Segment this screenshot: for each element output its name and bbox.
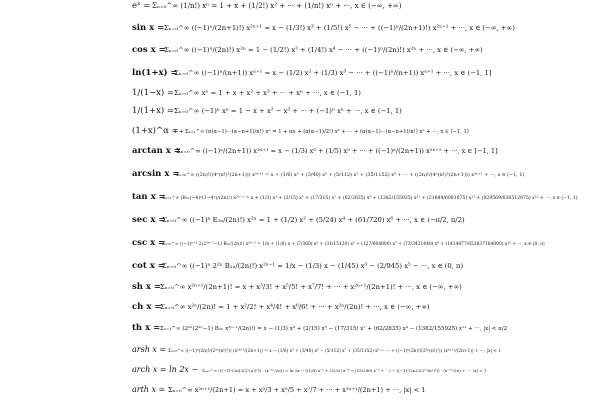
formula-arch-rhs: Σₙ₌₁^∞ (((−1)ⁿ(2n)!/(2ⁿ(n!)²)) · (x⁻²ⁿ/2n)) = ln 2x − ((1/4) x⁻² + (3/32) x⁻⁴ + (15/288) x⁻⁶ + ···) − ((−1)ⁿ(2n)!/(2²ⁿ(n!)²)) · (x⁻²ⁿ/2n) + ···, |x| > 1 — [202, 368, 487, 373]
formula-binomial-rhs: 1 + Σₙ₌₁^∞ (α(α−1)···(α−n+1)/n!) xⁿ = 1 + αx + (α(α−1)/2!) x² + ··· + (α(α−1)···(α−n+1)/n!) xⁿ + ···, x ∈ (−1, 1) — [174, 129, 469, 135]
formula-arctan-lhs: arctan x = — [132, 146, 181, 156]
formula-arth-rhs: Σₙ₌₀^∞ x²ⁿ⁺¹/(2n+1) = x + x³/3 + x⁵/5 + x⁷/7 + ··· + x²ⁿ⁺¹/(2n+1) + ···, |x| < 1 — [168, 386, 426, 394]
formula-arsh-rhs: Σₙ₌₀^∞ ((−1)ⁿ(2n)!/(2²ⁿ(n!)²)) (x²ⁿ⁺¹/(2n+1)) = x − (1/6) x³ + (3/40) x⁵ − (5/112) x⁷ + (35/1152) x⁹ − ··· + ((−1)ⁿ(2n)!/(2²ⁿ(n!)²)) (x²ⁿ⁺¹/(2n+1)) + ···, |x| < 1 — [168, 349, 502, 354]
formula-ch-rhs: Σₙ₌₀^∞ x²ⁿ/(2n)! = 1 + x²/2! + x⁴/4! + x⁶/6! + ··· + x²ⁿ/(2n)! + ···, x ∈ (−∞, +∞) — [160, 303, 430, 311]
formula-tan-rhs: Σₙ₌₁^∞ (B₂ₙ(−4)ⁿ(1−4ⁿ)/(2n)!) x²ⁿ⁻¹ = x + (1/3) x³ + (2/15) x⁵ + (17/315) x⁷ + (62/2835) x⁹ + (1382/155925) x¹¹ + (21844/6081075) x¹³ + (929569/638512875) x¹⁵ + ···, x ∈ (−1, 1) — [162, 196, 578, 201]
formula-geometric-1-lhs: 1/(1−x) = — [132, 88, 175, 98]
formula-cot — [132, 261, 464, 271]
formula-geometric-2-rhs: Σₙ₌₀^∞ (−1)ⁿ xⁿ = 1 − x + x² − x³ + ··· + (−1)ⁿ xⁿ + ···, x ∈ (−1, 1) — [174, 107, 402, 115]
formula-exp-rhs: Σₙ₌₀^∞ (1/n!) xⁿ = 1 + x + (1/2!) x² + ··· + (1/n!) xⁿ + ···, x ∈ (−∞, +∞) — [152, 2, 402, 10]
formula-arcsin-lhs: arcsin x = — [132, 169, 180, 179]
formula-csc — [132, 238, 545, 248]
formula-exp — [132, 1, 402, 11]
formula-arth — [132, 385, 425, 394]
formula-cos-lhs: cos x = — [132, 45, 166, 55]
formula-cos — [132, 45, 483, 55]
formula-arctan — [132, 146, 498, 156]
formula-sin-rhs: Σₙ₌₀^∞ ((−1)ⁿ/(2n+1)!) x²ⁿ⁺¹ = x − (1/3!) x³ + (1/5!) x⁵ − ··· + ((−1)ⁿ/(2n+1)!) x²ⁿ⁺¹ + ···, x ∈ (−∞, +∞) — [164, 24, 515, 32]
formula-cot-lhs: cot x = — [132, 261, 165, 271]
formula-ch-lhs: ch x = — [132, 302, 162, 312]
formula-sh-lhs: sh x = — [132, 282, 162, 292]
formula-ln — [132, 67, 492, 78]
formula-binomial-lhs: (1+x)^α = — [132, 126, 179, 136]
formula-th-rhs: Σₙ₌₁^∞ (2²ⁿ(2²ⁿ−1) B₂ₙ x²ⁿ⁻¹/(2n)!) = x − (1/3) x³ + (2/15) x⁵ − (17/315) x⁷ + (62/2835) x⁹ − (1382/155925) x¹¹ + ···, |x| < π/2 — [160, 326, 508, 332]
formula-sin-lhs: sin x = — [132, 23, 165, 33]
formula-cot-rhs: Σₙ₌₀^∞ ((−1)ⁿ 2²ⁿ B₂ₙ/(2n)!) x²ⁿ⁻¹ = 1/x − (1/3) x − (1/45) x³ − (2/945) x⁵ − ···, x ∈ (0, π) — [162, 262, 464, 270]
formula-th-lhs: th x = — [132, 323, 161, 333]
formula-ln-lhs: ln(1+x) = — [132, 68, 178, 78]
formula-csc-lhs: csc x = — [132, 238, 166, 248]
formula-exp-lhs: eˣ = — [132, 1, 151, 11]
formula-sh — [132, 282, 462, 292]
formula-geometric-2 — [132, 105, 402, 116]
formula-arth-lhs: arth x = — [132, 385, 166, 394]
formula-ch — [132, 302, 430, 312]
formula-tan — [132, 192, 578, 202]
formula-th — [132, 323, 507, 333]
formula-csc-rhs: Σₙ₌₀^∞ ((−1)ⁿ⁺¹ 2(2²ⁿ⁻¹−1) B₂ₙ/(2n)!) x²ⁿ⁻¹ = 1/x + (1/6) x + (7/360) x³ + (31/15120) x⁵ + (127/604800) x⁷ + (73/3421440) x⁹ + (1414477/653837184000) x¹¹ + ···, x ∈ (0, π) — [162, 242, 545, 247]
formula-binomial — [132, 125, 469, 136]
formula-cos-rhs: Σₙ₌₀^∞ ((−1)ⁿ/(2n)!) x²ⁿ = 1 − (1/2!) x² + (1/4!) x⁴ − ··· + ((−1)ⁿ/(2n)!) x²ⁿ + ···, x ∈ (−∞, +∞) — [164, 46, 483, 54]
formula-sin — [132, 23, 515, 33]
formula-arsh — [132, 345, 501, 354]
formula-geometric-1 — [132, 87, 361, 98]
formula-arcsin-rhs: Σₙ₌₀^∞ ((2n)!/(4ⁿ(n!)²(2n+1))) x²ⁿ⁺¹ = x + (1/6) x³ + (3/40) x⁵ + (5/112) x⁷ + (35/1152) x⁹ + ··· + ((2n)!/(4ⁿ(n!)²(2n+1))) x²ⁿ⁺¹ + ···, x ∈ (−1, 1) — [176, 172, 525, 178]
formula-sh-rhs: Σₙ₌₀^∞ x²ⁿ⁺¹/(2n+1)! = x + x³/3! + x⁵/5! + x⁷/7! + ··· + x²ⁿ⁺¹/(2n+1)! + ···, x ∈ (−∞, +∞) — [160, 283, 462, 291]
formula-arctan-rhs: Σₙ₌₀^∞ ((−1)ⁿ/(2n+1)) x²ⁿ⁺¹ = x − (1/3) x³ + (1/5) x⁵ + ··· + ((−1)ⁿ/(2n+1)) x²ⁿ⁺¹ + ···, x ∈ [−1, 1] — [176, 147, 498, 155]
formula-sec-rhs: Σₙ₌₀^∞ ((−1)ⁿ E₂ₙ/(2n)!) x²ⁿ = 1 + (1/2) x² + (5/24) x⁴ + (61/720) x⁶ + ···, x ∈ (−π/2, π/2) — [162, 216, 465, 224]
formula-arsh-lhs: arsh x = — [132, 345, 167, 354]
formula-sec — [132, 215, 465, 225]
formula-arch-lhs: arch x = ln 2x − — [132, 365, 199, 374]
formula-tan-lhs: tan x = — [132, 192, 166, 202]
formula-geometric-1-rhs: Σₙ₌₀^∞ xⁿ = 1 + x + x² + x³ + ··· + xⁿ + ···, x ∈ (−1, 1) — [174, 89, 361, 97]
formula-geometric-2-lhs: 1/(1+x) = — [132, 106, 175, 116]
formula-ln-rhs: Σₙ₌₀^∞ ((−1)ⁿ/(n+1)) xⁿ⁺¹ = x − (1/2) x² + (1/3) x³ − ··· + ((−1)ⁿ/(n+1)) xⁿ⁺¹ + ···, x ∈ (−1, 1] — [174, 69, 492, 77]
formula-arch — [132, 365, 486, 374]
formula-arcsin — [132, 169, 524, 179]
formula-sec-lhs: sec x = — [132, 215, 166, 225]
